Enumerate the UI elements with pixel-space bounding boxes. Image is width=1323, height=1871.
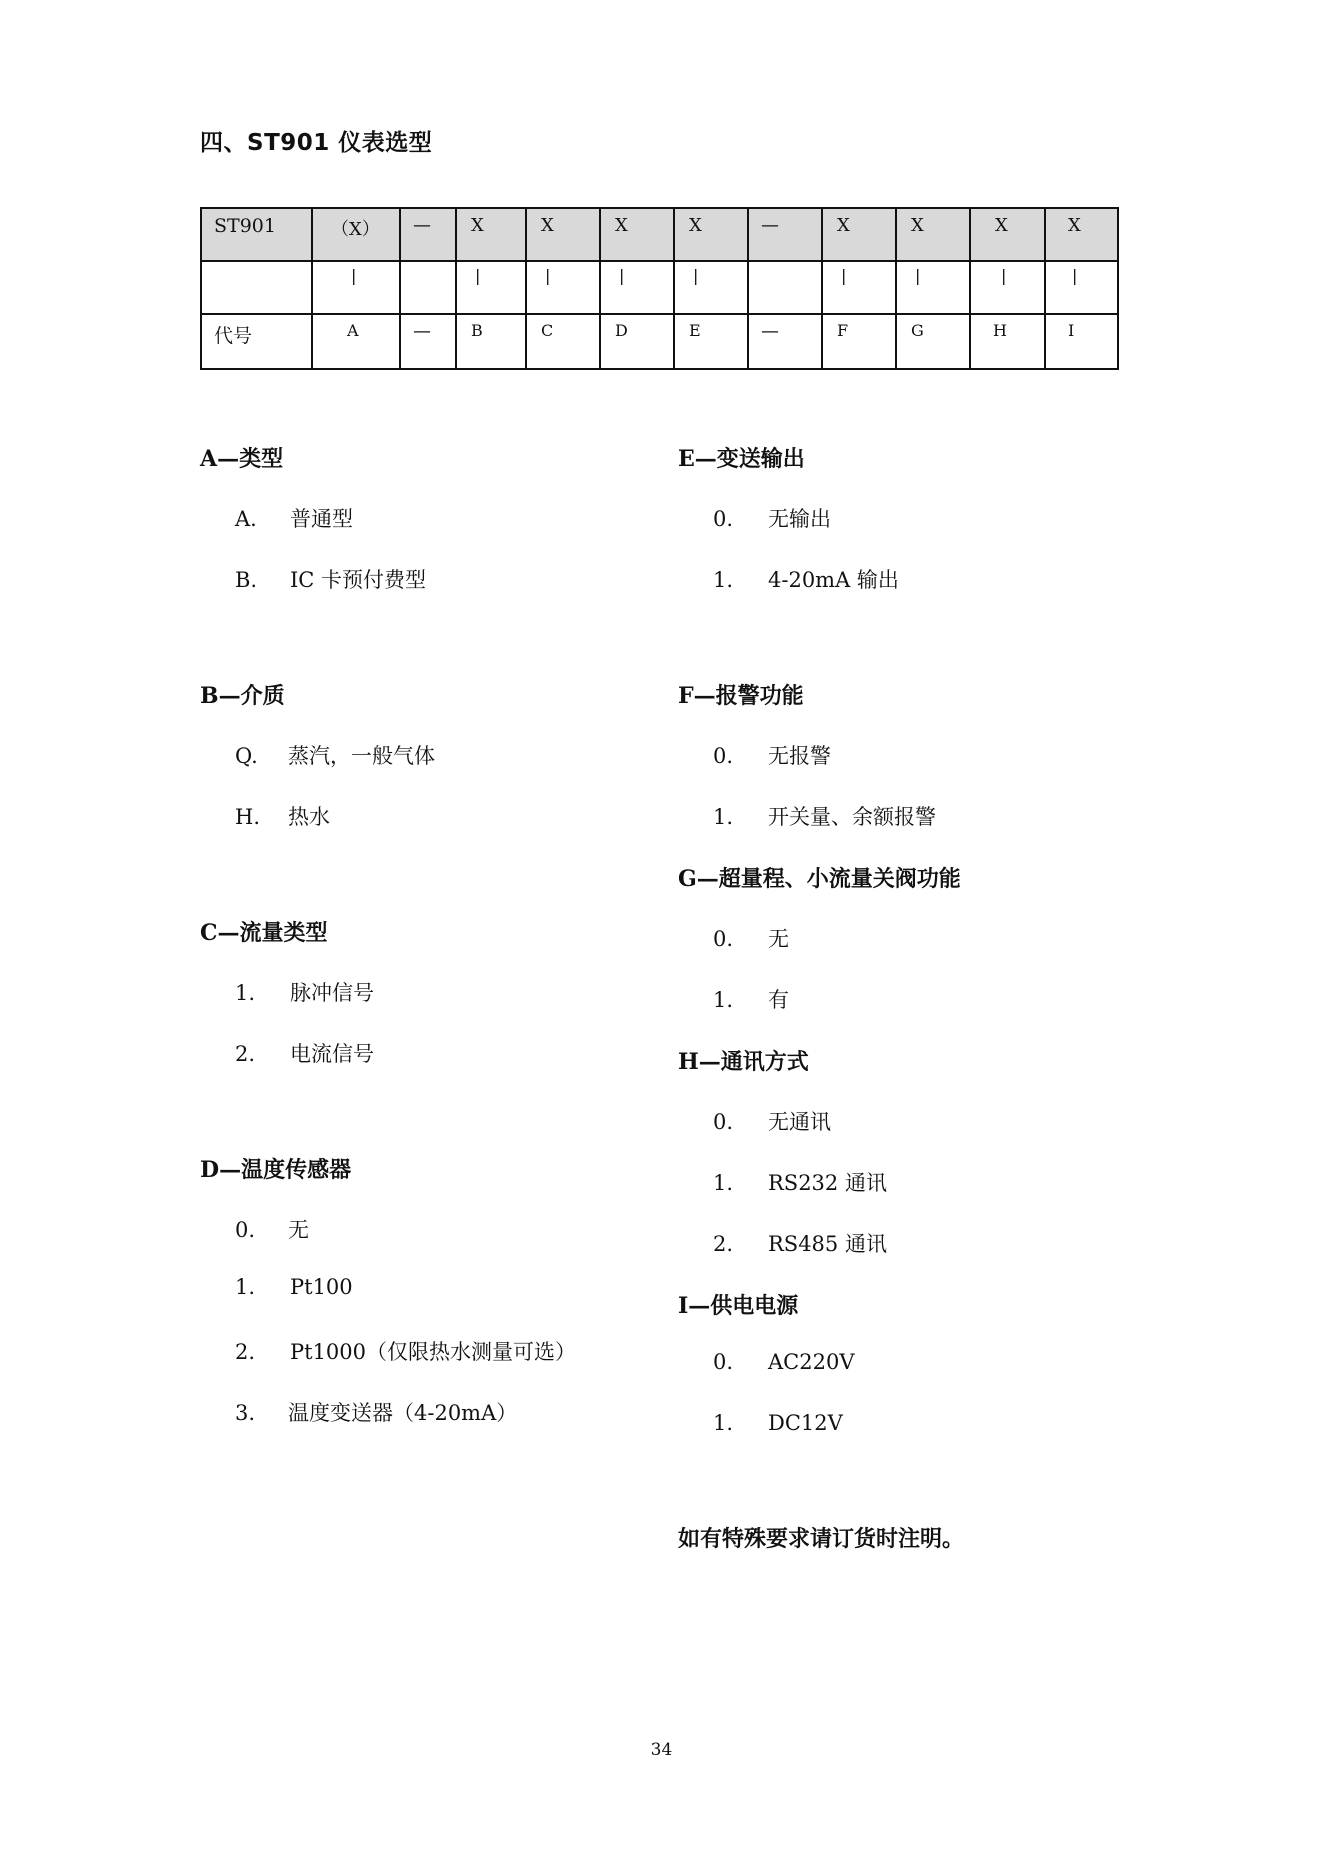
option-text: DC12V [768, 1411, 843, 1435]
option-e-item [713, 564, 899, 594]
table-cell: | [456, 261, 526, 314]
option-number: H. [235, 805, 260, 829]
option-number: B. [235, 568, 258, 592]
option-number: 1. [713, 805, 734, 829]
option-text: 无输出 [768, 507, 831, 531]
table-cell: | [674, 261, 748, 314]
table-cell: （X） [312, 208, 400, 261]
order-note: 如有特殊要求请订货时注明。 [678, 1526, 965, 1552]
table-cell: D [600, 314, 674, 369]
table-cell [400, 261, 456, 314]
table-cell: A [312, 314, 400, 369]
option-number: A. [235, 507, 257, 531]
option-text: Pt100 [290, 1275, 353, 1299]
option-text: 有 [768, 988, 789, 1012]
option-d-item [235, 1275, 353, 1299]
table-cell: X [674, 208, 748, 261]
table-cell: | [1045, 261, 1118, 314]
option-number: 1. [713, 1171, 734, 1195]
table-cell: X [526, 208, 600, 261]
option-h-item [713, 1228, 887, 1258]
table-cell: H [970, 314, 1045, 369]
option-text: 开关量、余额报警 [768, 805, 936, 829]
option-number: 0. [713, 1350, 734, 1374]
option-number: 1. [713, 568, 734, 592]
option-a-item [235, 564, 426, 594]
section-d-heading: D—温度传感器 [200, 1157, 352, 1183]
table-cell: X [970, 208, 1045, 261]
section-g-heading: G—超量程、小流量关阀功能 [678, 866, 961, 892]
option-g-item [713, 923, 789, 953]
option-g-item [713, 984, 789, 1014]
table-row-labels [201, 314, 1118, 369]
option-number: Q. [235, 744, 258, 768]
option-c-item [235, 1038, 374, 1068]
table-cell: | [526, 261, 600, 314]
option-text: 温度变送器（4-20mA） [288, 1401, 518, 1425]
table-cell: — [748, 314, 822, 369]
table-cell: F [822, 314, 896, 369]
option-number: 2. [235, 1042, 256, 1066]
option-number: 0. [235, 1218, 256, 1242]
option-h-item [713, 1106, 831, 1136]
option-text: 无通讯 [768, 1110, 831, 1134]
option-d-item [235, 1397, 517, 1427]
option-i-item [713, 1350, 854, 1374]
table-row-code [201, 208, 1118, 261]
table-row-separator [201, 261, 1118, 314]
section-e-heading: E—变送输出 [678, 446, 805, 472]
section-i-heading: I—供电电源 [678, 1293, 799, 1319]
option-e-item [713, 503, 831, 533]
option-text: 蒸汽，一般气体 [288, 744, 435, 768]
page-number: 34 [650, 1740, 673, 1760]
table-cell: C [526, 314, 600, 369]
option-text: 电流信号 [290, 1042, 374, 1066]
section-b-heading: B—介质 [200, 683, 285, 709]
table-cell: — [400, 208, 456, 261]
option-text: 普通型 [290, 507, 353, 531]
table-cell: | [822, 261, 896, 314]
option-text: RS485 通讯 [768, 1232, 887, 1256]
option-number: 1. [235, 1275, 256, 1299]
option-number: 1. [235, 981, 256, 1005]
option-text: RS232 通讯 [768, 1171, 887, 1195]
table-cell: G [896, 314, 970, 369]
option-text: 无 [768, 927, 789, 951]
model-code-table [200, 207, 1119, 370]
table-cell: | [970, 261, 1045, 314]
section-c-heading: C—流量类型 [200, 920, 328, 946]
table-cell: X [822, 208, 896, 261]
table-cell: X [896, 208, 970, 261]
table-cell: X [456, 208, 526, 261]
option-number: 2. [235, 1340, 256, 1364]
table-cell: — [748, 208, 822, 261]
option-number: 3. [235, 1401, 256, 1425]
table-cell: | [312, 261, 400, 314]
option-c-item [235, 977, 374, 1007]
option-number: 1. [713, 988, 734, 1012]
option-text: IC 卡预付费型 [290, 568, 427, 592]
option-f-item [713, 801, 936, 831]
section-a-heading: A—类型 [200, 446, 284, 472]
option-number: 0. [713, 927, 734, 951]
option-text: 4-20mA 输出 [768, 568, 899, 592]
option-text: 无 [288, 1218, 309, 1242]
option-b-item [235, 801, 330, 831]
option-number: 0. [713, 744, 734, 768]
option-d-item [235, 1214, 309, 1244]
table-cell: B [456, 314, 526, 369]
option-number: 2. [713, 1232, 734, 1256]
table-cell: I [1045, 314, 1118, 369]
table-cell [201, 261, 312, 314]
option-number: 1. [713, 1411, 734, 1435]
option-number: 0. [713, 507, 734, 531]
section-f-heading: F—报警功能 [678, 683, 804, 709]
table-cell: E [674, 314, 748, 369]
option-b-item [235, 740, 435, 770]
option-text: 脉冲信号 [290, 981, 374, 1005]
option-f-item [713, 740, 831, 770]
table-cell: — [400, 314, 456, 369]
option-i-item [713, 1411, 843, 1435]
option-text: Pt1000（仅限热水测量可选） [290, 1340, 577, 1364]
option-d-item [235, 1336, 576, 1366]
table-cell: ST901 [201, 208, 312, 261]
option-text: 无报警 [768, 744, 831, 768]
option-text: 热水 [288, 805, 330, 829]
option-h-item [713, 1167, 887, 1197]
table-cell: X [1045, 208, 1118, 261]
option-text: AC220V [768, 1350, 855, 1374]
table-cell: X [600, 208, 674, 261]
table-cell: | [896, 261, 970, 314]
option-number: 0. [713, 1110, 734, 1134]
table-cell: 代号 [201, 314, 312, 369]
option-a-item [235, 503, 353, 533]
table-cell [748, 261, 822, 314]
page-title: 四、ST901 仪表选型 [200, 130, 433, 156]
table-cell: | [600, 261, 674, 314]
section-h-heading: H—通讯方式 [678, 1049, 809, 1075]
